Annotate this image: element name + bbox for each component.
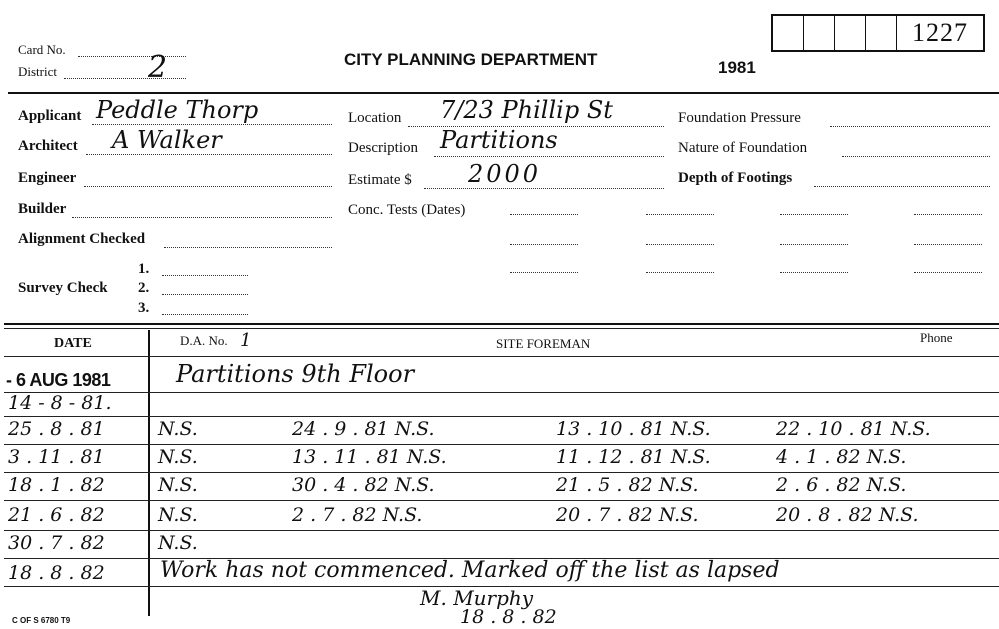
row-5-date: 18 . 1 . 82 bbox=[8, 474, 105, 496]
conc-tests-label: Conc. Tests (Dates) bbox=[348, 202, 466, 218]
applicant-label: Applicant bbox=[18, 108, 82, 124]
row-4-c4: 4 . 1 . 82 N.S. bbox=[776, 446, 907, 468]
row-4-c2: 13 . 11 . 81 N.S. bbox=[292, 446, 447, 468]
architect-value: A Walker bbox=[112, 126, 222, 154]
signature-date: 18 . 8 . 82 bbox=[460, 606, 557, 628]
estimate-label: Estimate $ bbox=[348, 172, 412, 188]
card-no-label: Card No. bbox=[18, 42, 66, 57]
description-value: Partitions bbox=[440, 126, 558, 154]
date-stamp: - 6 AUG 1981 bbox=[6, 370, 111, 390]
row-6-date: 21 . 6 . 82 bbox=[8, 504, 105, 526]
description-label: Description bbox=[348, 140, 418, 156]
estimate-value: 2000 bbox=[468, 160, 542, 188]
phone-header: Phone bbox=[920, 330, 953, 345]
row-3-c3: 13 . 10 . 81 N.S. bbox=[556, 418, 711, 440]
alignment-label: Alignment Checked bbox=[18, 231, 146, 247]
row-7-c1: N.S. bbox=[158, 532, 198, 554]
row-6-c3: 20 . 7 . 82 N.S. bbox=[556, 504, 699, 526]
row-5-c3: 21 . 5 . 82 N.S. bbox=[556, 474, 699, 496]
card-number-box bbox=[771, 14, 985, 52]
location-label: Location bbox=[348, 110, 402, 126]
applicant-value: Peddle Thorp bbox=[96, 96, 259, 124]
row-3-c4: 22 . 10 . 81 N.S. bbox=[776, 418, 931, 440]
department-title: CITY PLANNING DEPARTMENT bbox=[344, 50, 598, 69]
row-4-c3: 11 . 12 . 81 N.S. bbox=[556, 446, 711, 468]
signature: M. Murphy bbox=[420, 586, 534, 610]
survey-item-2: 2. bbox=[138, 280, 150, 296]
foundation-pressure-label: Foundation Pressure bbox=[678, 110, 801, 126]
location-value: 7/23 Phillip St bbox=[440, 96, 613, 124]
row-5-c1: N.S. bbox=[158, 474, 198, 496]
row1-note: Partitions 9th Floor bbox=[176, 360, 415, 388]
last-date: 18 . 8 . 82 bbox=[8, 562, 105, 584]
da-value: 1 bbox=[240, 330, 252, 351]
last-note: Work has not commenced. Marked off the list as lapsed bbox=[160, 558, 780, 583]
date-header: DATE bbox=[54, 336, 92, 351]
row-7-date: 30 . 7 . 82 bbox=[8, 532, 105, 554]
row-4-c1: N.S. bbox=[158, 446, 198, 468]
row-6-c4: 20 . 8 . 82 N.S. bbox=[776, 504, 919, 526]
row-5-c4: 2 . 6 . 82 N.S. bbox=[776, 474, 907, 496]
architect-label: Architect bbox=[18, 138, 78, 154]
district-label: District bbox=[18, 64, 57, 79]
row-4-date: 3 . 11 . 81 bbox=[8, 446, 105, 468]
card-number: 1227 bbox=[912, 18, 968, 47]
survey-item-1: 1. bbox=[138, 261, 150, 277]
year: 1981 bbox=[718, 58, 756, 77]
row-6-c1: N.S. bbox=[158, 504, 198, 526]
row2-date: 14 - 8 - 81. bbox=[8, 392, 112, 414]
row-3-c2: 24 . 9 . 81 N.S. bbox=[292, 418, 435, 440]
builder-label: Builder bbox=[18, 201, 67, 217]
row-6-c2: 2 . 7 . 82 N.S. bbox=[292, 504, 423, 526]
site-foreman-header: SITE FOREMAN bbox=[496, 336, 591, 351]
survey-item-3: 3. bbox=[138, 300, 150, 316]
da-header: D.A. No. bbox=[180, 333, 228, 348]
depth-footings-label: Depth of Footings bbox=[678, 170, 793, 186]
row-3-c1: N.S. bbox=[158, 418, 198, 440]
nature-foundation-label: Nature of Foundation bbox=[678, 140, 808, 156]
footer-code: C OF S 6780 T9 bbox=[12, 616, 71, 625]
district-value: 2 bbox=[148, 50, 168, 85]
survey-label: Survey Check bbox=[18, 280, 108, 296]
row-5-c2: 30 . 4 . 82 N.S. bbox=[292, 474, 435, 496]
engineer-label: Engineer bbox=[18, 170, 77, 186]
row-3-date: 25 . 8 . 81 bbox=[8, 418, 105, 440]
